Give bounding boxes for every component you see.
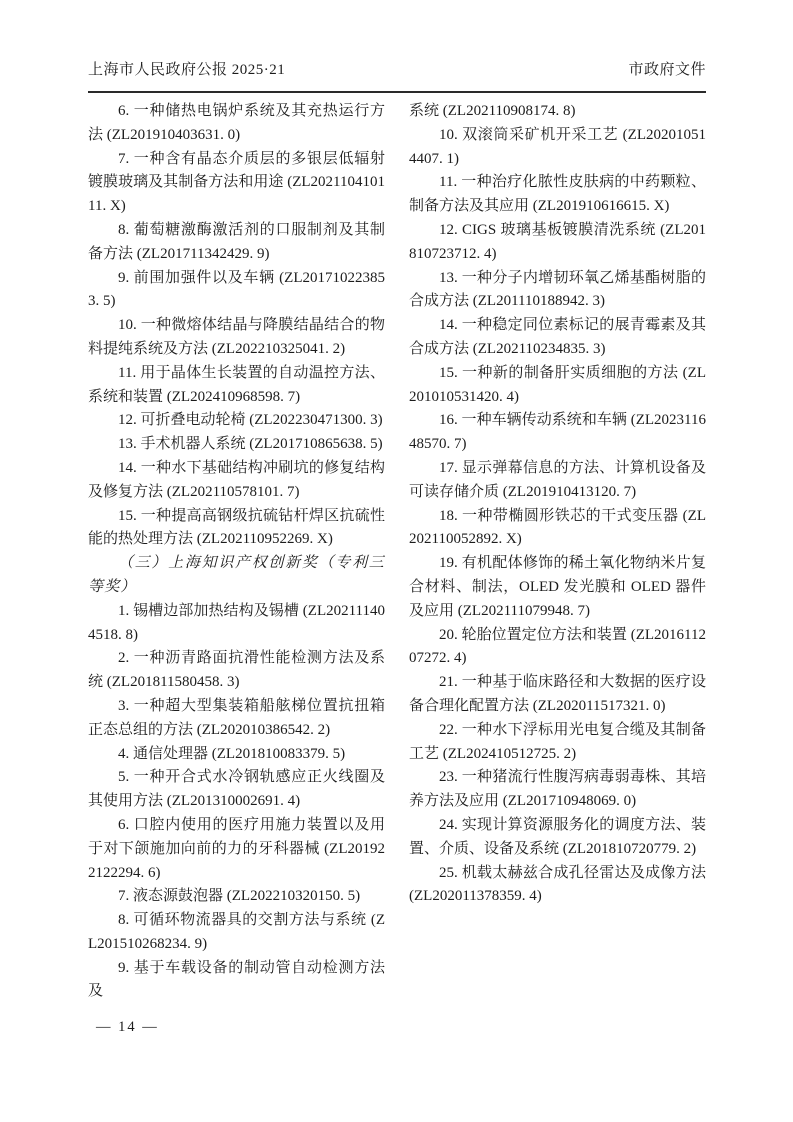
patent-entry: 6. 口腔内使用的医疗用施力装置以及用于对下颌施加向前的力的牙科器械 (ZL201922122294. 6) (88, 816, 385, 881)
patent-entry: 15. 一种提高高钢级抗硫钻杆焊区抗硫性能的热处理方法 (ZL202110952269. X) (88, 507, 385, 548)
patent-list-content (88, 100, 706, 1004)
patent-entry: 23. 一种猪流行性腹泻病毒弱毒株、其培养方法及应用 (ZL201710948069. 0) (409, 769, 706, 810)
patent-entry: 22. 一种水下浮标用光电复合缆及其制备工艺 (ZL202410512725. 2) (409, 721, 706, 762)
patent-entry: 20. 轮胎位置定位方法和装置 (ZL201611207272. 4) (409, 626, 706, 667)
patent-entry: 8. 可循环物流器具的交割方法与系统 (ZL201510268234. 9) (88, 912, 385, 952)
patent-entry: 18. 一种带椭圆形铁芯的干式变压器 (ZL202110052892. X) (409, 507, 706, 548)
gazette-title: 上海市人民政府公报 2025·21 (88, 62, 286, 78)
patent-entry: 4. 通信处理器 (ZL201810083379. 5) (118, 745, 346, 762)
patent-entry: 16. 一种车辆传动系统和车辆 (ZL202311648570. 7) (409, 412, 706, 453)
left-column (88, 100, 385, 1004)
patent-entry: 5. 一种开合式水冷钢轨感应正火线圈及其使用方法 (ZL201310002691. 4) (88, 769, 385, 810)
patent-entry: 17. 显示弹幕信息的方法、计算机设备及可读存储介质 (ZL201910413120. 7) (409, 459, 706, 500)
patent-entry: 14. 一种水下基础结构冲刷坑的修复结构及修复方法 (ZL202110578101. 7) (88, 459, 385, 500)
right-column (409, 100, 706, 1004)
patent-entry: 13. 手术机器人系统 (ZL201710865638. 5) (118, 436, 383, 453)
patent-entry: 14. 一种稳定同位素标记的展青霉素及其合成方法 (ZL202110234835. 3) (409, 317, 706, 357)
patent-entry: 8. 葡萄糖激酶激活剂的口服制剂及其制备方法 (ZL201711342429. 9) (88, 221, 385, 262)
patent-entry: 10. 双滚筒采矿机开采工艺 (ZL202010514407. 1) (409, 126, 706, 167)
patent-entry: 12. CIGS 玻璃基板镀膜清洗系统 (ZL201810723712. 4) (409, 221, 706, 262)
patent-entry: 11. 一种治疗化脓性皮肤病的中药颗粒、制备方法及其应用 (ZL201910616615. X) (409, 174, 706, 215)
patent-entry: 9. 基于车载设备的制动管自动检测方法及 (88, 959, 385, 1000)
header-divider (88, 91, 706, 93)
page-number: — 14 — (96, 1019, 159, 1035)
patent-entry: 11. 用于晶体生长装置的自动温控方法、系统和装置 (ZL202410968598. 7) (88, 364, 385, 405)
patent-entry: 10. 一种微熔体结晶与降膜结晶结合的物料提纯系统及方法 (ZL202210325041. 2) (88, 317, 385, 357)
patent-entry: 24. 实现计算资源服务化的调度方法、装置、介质、设备及系统 (ZL201810720779. 2) (409, 816, 706, 857)
patent-entry: 1. 锡槽边部加热结构及锡槽 (ZL202111404518. 8) (88, 602, 385, 643)
patent-entry: 21. 一种基于临床路径和大数据的医疗设备合理化配置方法 (ZL202011517321. 0) (409, 674, 706, 714)
patent-entry: 19. 有机配体修饰的稀土氧化物纳米片复合材料、制法，OLED 发光膜和 OLED 器件及应用 (ZL202111079948. 7) (409, 555, 706, 619)
patent-entry: 9. 前围加强件以及车辆 (ZL201710223853. 5) (88, 269, 385, 310)
patent-entry: 7. 液态源鼓泡器 (ZL202210320150. 5) (118, 888, 361, 905)
patent-entry: 3. 一种超大型集装箱船舷梯位置抗扭箱正态总组的方法 (ZL202010386542. 2) (88, 697, 385, 738)
document-category-label: 市政府文件 (628, 62, 706, 78)
patent-entry: 25. 机载太赫兹合成孔径雷达及成像方法 (ZL202011378359. 4) (409, 864, 706, 905)
patent-entry: 15. 一种新的制备肝实质细胞的方法 (ZL201010531420. 4) (409, 364, 706, 405)
section-heading: （三）上海知识产权创新奖（专利三等奖） (88, 555, 385, 595)
page-header (88, 58, 706, 79)
patent-entry: 7. 一种含有晶态介质层的多银层低辐射镀膜玻璃及其制备方法和用途 (ZL202110410111. X) (88, 150, 385, 215)
patent-entry: 6. 一种储热电锅炉系统及其充热运行方法 (ZL201910403631. 0) (88, 103, 385, 143)
patent-entry: 13. 一种分子内增韧环氧乙烯基酯树脂的合成方法 (ZL201110188942. 3) (409, 269, 706, 310)
patent-entry: 系统 (ZL202110908174. 8) (409, 103, 576, 119)
patent-entry: 2. 一种沥青路面抗滑性能检测方法及系统 (ZL201811580458. 3) (88, 650, 385, 691)
patent-entry: 12. 可折叠电动轮椅 (ZL202230471300. 3) (118, 412, 383, 429)
